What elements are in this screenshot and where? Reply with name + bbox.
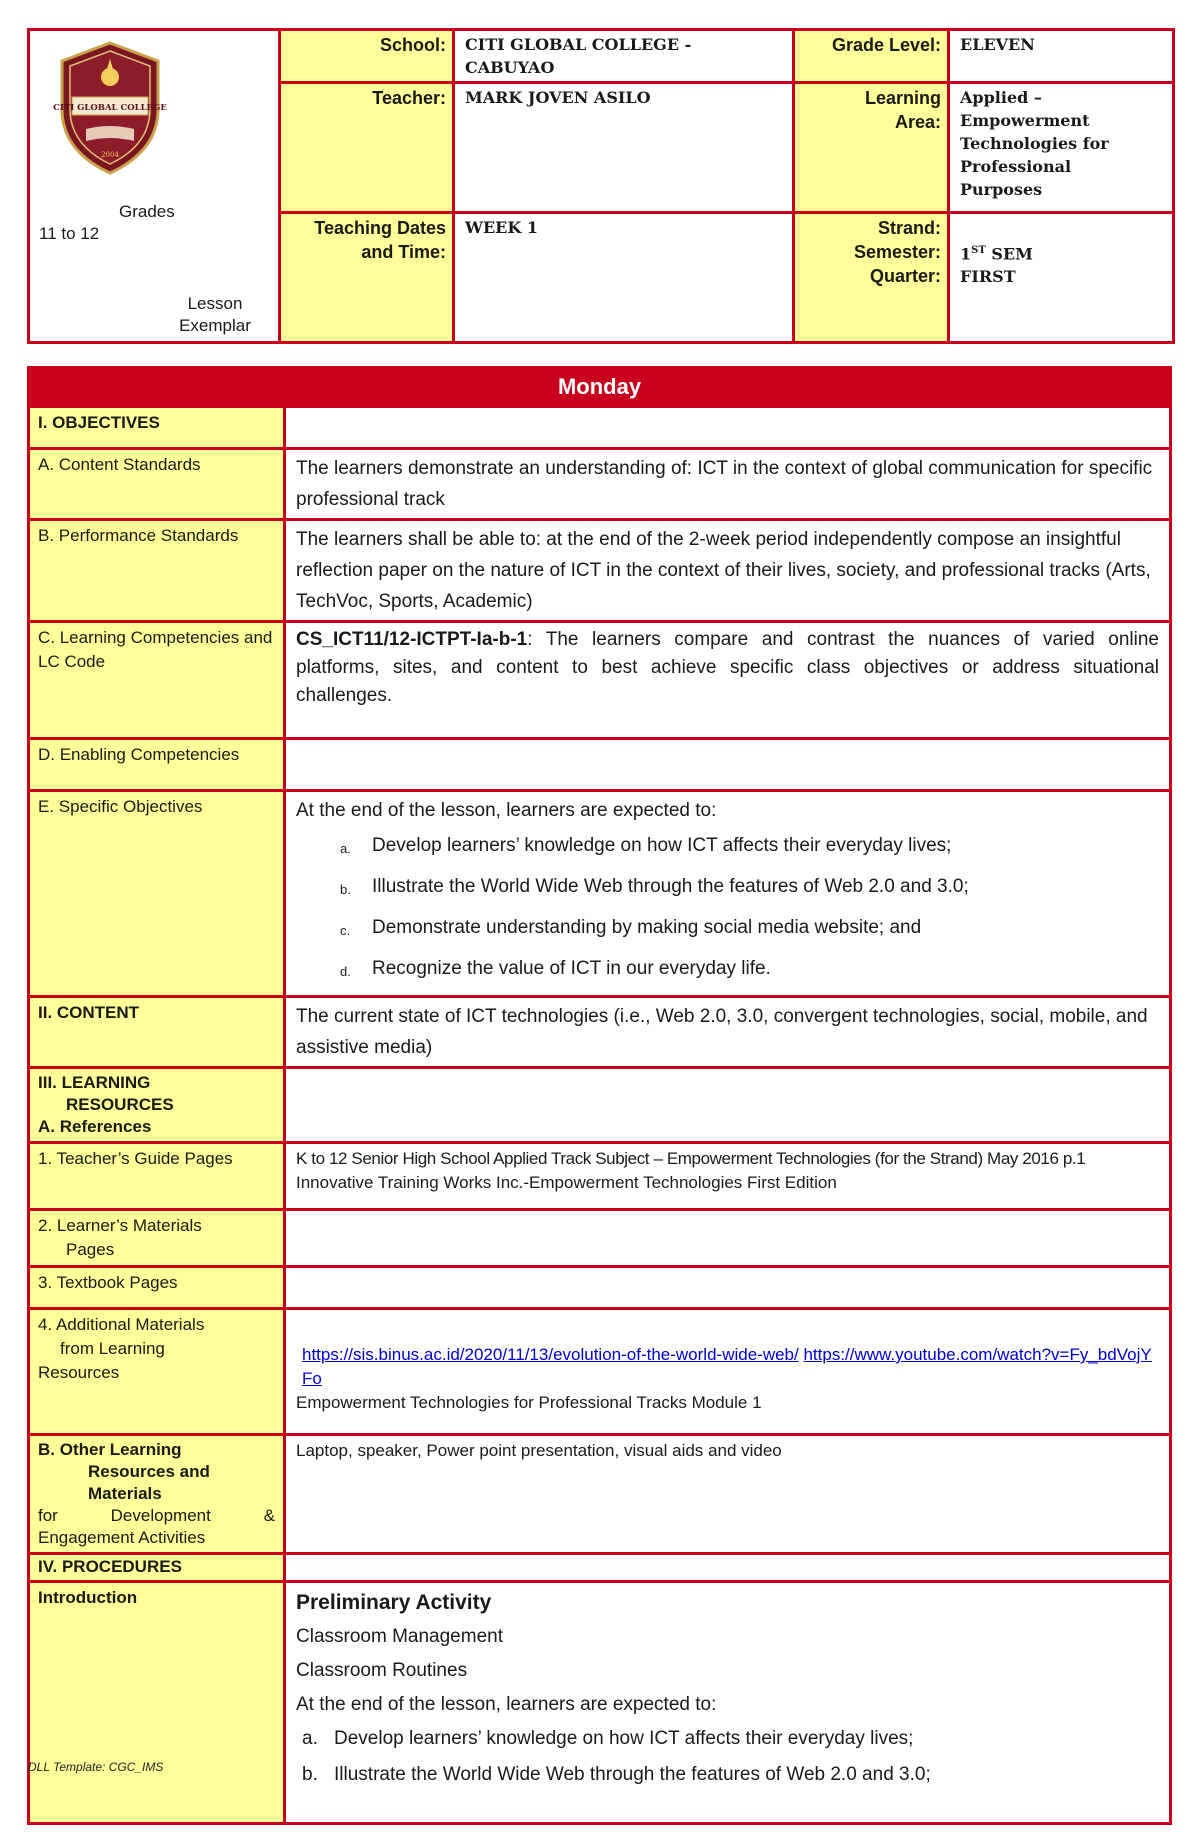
competencies-value: CS_ICT11/12-ICTPT-Ia-b-1: The learners compare and contrast the nuances of varied online platforms, sites, and content to best achieve specific class objectives or address situational challenges. — [285, 622, 1171, 739]
learning-area-label: Learning Area: — [794, 83, 949, 213]
learning-resources-value — [285, 1068, 1171, 1143]
list-item: b. Illustrate the World Wide Web through the features of Web 2.0 and 3.0; — [340, 876, 969, 897]
enabling-competencies-value — [285, 739, 1171, 791]
resource-link-youtube[interactable]: https://www.youtube.com/watch?v=Fy_bdVojYFo — [302, 1345, 1152, 1388]
grade-level-value: ELEVEN — [949, 30, 1174, 83]
learners-materials-value — [285, 1210, 1171, 1267]
teacher-label: Teacher: — [280, 83, 454, 213]
grade-level-label: Grade Level: — [794, 30, 949, 83]
list-item: b. Illustrate the World Wide Web through the features of Web 2.0 and 3.0; — [302, 1764, 931, 1785]
grades-label: Grades 11 to 12 — [39, 202, 175, 243]
logo-text: CITI GLOBAL COLLEGE — [53, 103, 167, 113]
strand-semester-quarter-labels: Strand: Semester: Quarter: — [794, 213, 949, 343]
resource-link-binus[interactable]: https://sis.binus.ac.id/2020/11/13/evolution-of-the-world-wide-web/ — [302, 1345, 799, 1364]
other-resources-label: B. Other Learning Resources and Materials for Development & Engagement Activities — [29, 1435, 285, 1554]
performance-standards-label: B. Performance Standards — [29, 520, 285, 622]
other-resources-value: Laptop, speaker, Power point presentation, visual aids and video — [285, 1435, 1171, 1554]
lesson-exemplar-label: Lesson Exemplar — [179, 294, 251, 335]
learning-resources-label: III. LEARNING RESOURCES A. References — [29, 1068, 285, 1143]
teachers-guide-label: 1. Teacher’s Guide Pages — [29, 1143, 285, 1210]
textbook-pages-label: 3. Textbook Pages — [29, 1267, 285, 1309]
teaching-dates-label: Teaching Dates and Time: — [280, 213, 454, 343]
procedures-value — [285, 1554, 1171, 1582]
content-value: The current state of ICT technologies (i.e., Web 2.0, 3.0, convergent technologies, social, mobile, and assistive media) — [285, 997, 1171, 1068]
content-standards-value: The learners demonstrate an understanding of: ICT in the context of global communication for specific professional track — [285, 449, 1171, 520]
introduction-objectives-list — [296, 1722, 1159, 1794]
lesson-plan-table — [27, 366, 1172, 1825]
teacher-value: MARK JOVEN ASILO — [454, 83, 794, 213]
content-label: II. CONTENT — [29, 997, 285, 1068]
specific-objectives-list — [296, 828, 1159, 992]
logo-cell — [29, 30, 280, 343]
procedures-label: IV. PROCEDURES — [29, 1554, 285, 1582]
textbook-pages-value — [285, 1267, 1171, 1309]
content-standards-label: A. Content Standards — [29, 449, 285, 520]
school-label: School: — [280, 30, 454, 83]
competencies-label: C. Learning Competencies and LC Code — [29, 622, 285, 739]
lesson-exemplar-sheet — [27, 28, 1172, 1825]
enabling-competencies-label: D. Enabling Competencies — [29, 739, 285, 791]
school-value: CITI GLOBAL COLLEGE - CABUYAO — [454, 30, 794, 83]
additional-materials-value: https://sis.binus.ac.id/2020/11/13/evolution-of-the-world-wide-web/ https://www.youtube.com/watch?v=Fy_bdVojYFo Empowerment Technologies for Professional Tracks Module 1 — [285, 1309, 1171, 1435]
logo-year: 2004 — [101, 151, 119, 159]
list-item: d. Recognize the value of ICT in our everyday life. — [340, 958, 771, 979]
specific-objectives-label: E. Specific Objectives — [29, 791, 285, 997]
teachers-guide-value: K to 12 Senior High School Applied Track Subject – Empowerment Technologies (for the Strand) May 2016 p.1 Innovative Training Works Inc.-Empowerment Technologies First Edition — [285, 1143, 1171, 1210]
learners-materials-label: 2. Learner’s Materials Pages — [29, 1210, 285, 1267]
template-footer: DLL Template: CGC_IMS — [28, 1760, 164, 1774]
teaching-dates-value: WEEK 1 — [454, 213, 794, 343]
quarter-value: FIRST — [960, 267, 1016, 287]
objectives-label: I. OBJECTIVES — [29, 407, 285, 449]
learning-area-value: Applied – Empowerment Technologies for Professional Purposes — [949, 83, 1174, 213]
list-item: c. Demonstrate understanding by making social media website; and — [340, 917, 922, 938]
additional-materials-label: 4. Additional Materials from Learning Resources — [29, 1309, 285, 1435]
performance-standards-value: The learners shall be able to: at the end of the 2-week period independently compose an insightful reflection paper on the nature of ICT in the context of their lives, society, and professional tracks (Arts, TechVoc, Sports, Academic) — [285, 520, 1171, 622]
preliminary-activity-title: Preliminary Activity — [296, 1591, 492, 1614]
day-header: Monday — [29, 368, 1171, 407]
school-logo — [50, 39, 170, 177]
list-item: a. Develop learners’ knowledge on how ICT affects their everyday lives; — [340, 835, 952, 856]
strand-semester-quarter-values — [949, 213, 1174, 343]
header-table — [27, 28, 1175, 344]
list-item: a. Develop learners’ knowledge on how ICT affects their everyday lives; — [302, 1728, 914, 1749]
semester-value: 1ST SEM — [960, 244, 1033, 264]
specific-objectives-value: At the end of the lesson, learners are expected to: a. Develop learners’ knowledge on how ICT affects their everyday lives; b. Illustrate the World Wide Web through the features of Web 2.0 and 3.0; c. Demonstrate understanding by making social media website; and d. Recognize the value of ICT in our everyday life. — [285, 791, 1171, 997]
introduction-label: Introduction — [29, 1582, 285, 1824]
lc-code: CS_ICT11/12-ICTPT-Ia-b-1 — [296, 629, 528, 650]
introduction-value: Preliminary Activity Classroom Management Classroom Routines At the end of the lesson, learners are expected to: a. Develop learners’ knowledge on how ICT affects their everyday lives; b. Illustrate the World Wide Web through the features of Web 2.0 and 3.0; — [285, 1582, 1171, 1824]
objectives-value — [285, 407, 1171, 449]
